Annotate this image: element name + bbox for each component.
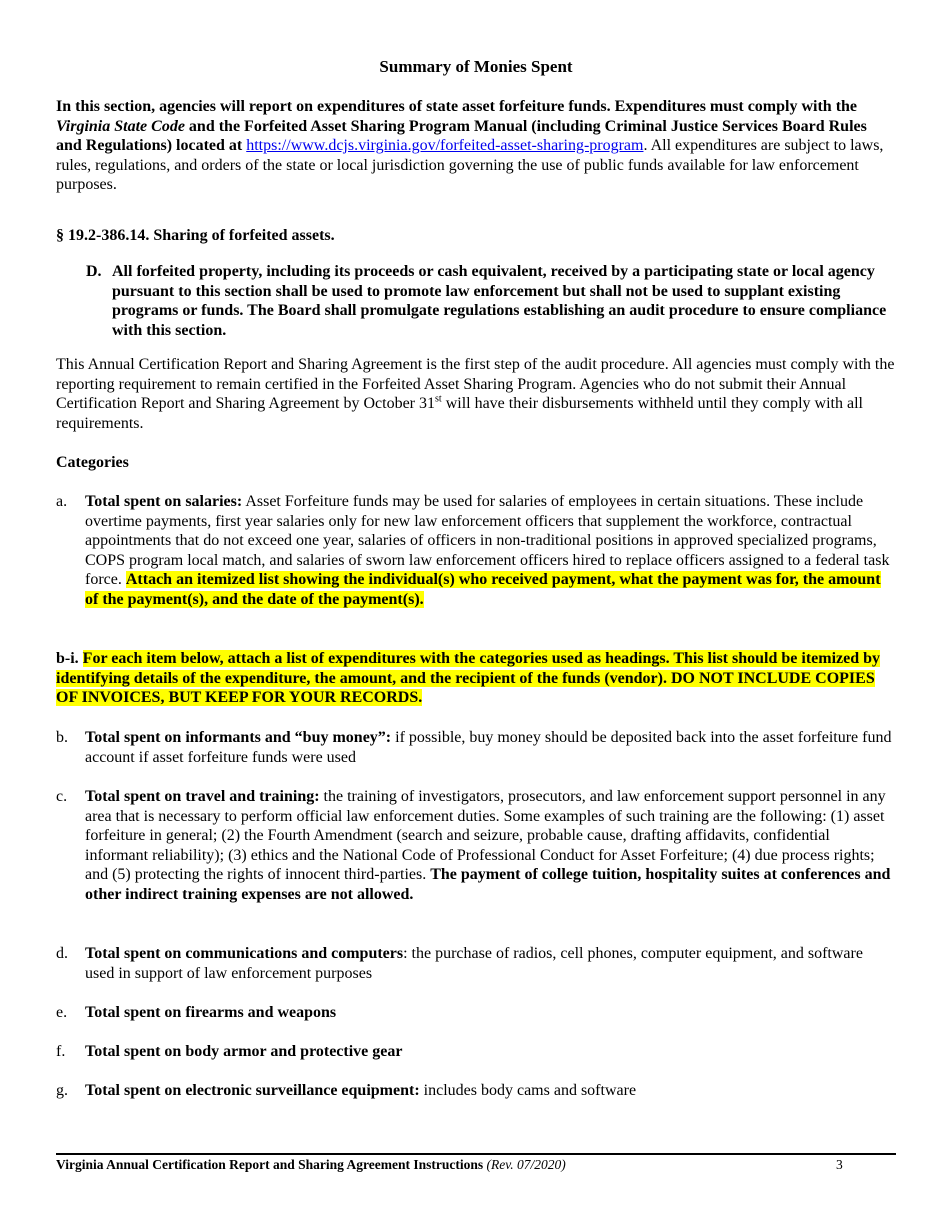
category-item-g	[56, 1081, 896, 1101]
section-heading: § 19.2-386.14. Sharing of forfeited assets.	[56, 227, 335, 244]
item-text: Asset Forfeiture funds may be used for salaries of employees in certain situations. These include overtime payments, first year salaries only for new law enforcement officers that supplement the workforce, contractual appointments that do not exceed one year, salaries of officers in non-traditional positions in approved specialized programs, COPS program local match, and salaries of sworn law enforcement officers hired to replace officers assigned to a federal task force.	[85, 493, 890, 589]
item-marker: d.	[56, 945, 68, 962]
item-bold-end: The payment of college tuition, hospitality suites at conferences and other indirect training expenses are not allowed.	[85, 866, 891, 903]
audit-text-1: This Annual Certification Report and Sharing Agreement is the first step of the audit procedure. All agencies must comply with the reporting requirement to remain certified in the Forfeited Asset Sharing Program. Agencies who do not submit their Annual Certification Report and Sharing Agreement by October 31	[56, 356, 895, 413]
audit-sup: st	[435, 393, 442, 405]
page-number: 3	[836, 1157, 843, 1172]
item-label: Total spent on body armor and protective gear	[85, 1043, 403, 1060]
footer-divider	[56, 1153, 896, 1155]
bi-note-label: b-i.	[56, 650, 79, 667]
bi-note	[56, 649, 896, 708]
item-marker: b.	[56, 729, 68, 746]
item-text: includes body cams and software	[419, 1082, 637, 1099]
category-item-c	[56, 787, 896, 905]
footer-title: Virginia Annual Certification Report and Sharing Agreement Instructions	[56, 1157, 484, 1172]
categories-heading: Categories	[56, 454, 129, 471]
category-item-b	[56, 728, 896, 767]
law-item-d	[86, 262, 896, 340]
item-text: : the purchase of radios, cell phones, computer equipment, and software used in support of law enforcement purposes	[85, 945, 863, 982]
item-label: Total spent on informants and “buy money”:	[85, 729, 392, 746]
item-text: the training of investigators, prosecutors, and law enforcement support personnel in any area that is necessary to perform official law enforcement duties. Some examples of such training are the following: (1) asset forfeiture in general; (2) the Fourth Amendment (search and seizure, probable cause, drafting affidavits, confidential informant reliability); (3) ethics and the National Code of Professional Conduct for Asset Forfeiture; (4) due process rights; and (5) protecting the rights of innocent third-parties.	[85, 788, 886, 884]
intro-italic: Virginia State Code	[56, 117, 185, 135]
intro-paragraph	[56, 97, 896, 195]
item-text: if possible, buy money should be deposited back into the asset forfeiture fund account if asset forfeiture funds were used	[85, 729, 892, 766]
item-marker: e.	[56, 1004, 68, 1021]
category-item-f	[56, 1042, 896, 1062]
audit-text-2: will have their disbursements withheld until they comply with all requirements.	[56, 395, 863, 432]
intro-text-1: In this section, agencies will report on expenditures of state asset forfeiture funds. Expenditures must comply with the	[56, 98, 858, 115]
item-marker: c.	[56, 788, 68, 805]
intro-text-2: and the Forfeited Asset Sharing Program Manual (including Criminal Justice Services Board Rules and Regulations) located at	[56, 117, 867, 155]
item-label: Total spent on travel and training:	[85, 788, 320, 805]
item-marker: g.	[56, 1082, 68, 1099]
item-label: Total spent on firearms and weapons	[85, 1004, 337, 1021]
law-item-text: All forfeited property, including its proceeds or cash equivalent, received by a participating state or local agency pursuant to this section shall be used to promote law enforcement but shall not be used to supplant existing programs or funds. The Board shall promulgate regulations establishing an audit procedure to ensure compliance with this section.	[112, 263, 887, 339]
footer-revision: (Rev. 07/2020)	[486, 1157, 566, 1172]
category-item-d	[56, 944, 896, 983]
item-marker: f.	[56, 1043, 66, 1060]
audit-paragraph	[56, 355, 896, 433]
law-item-marker: D.	[86, 263, 102, 280]
bi-note-text: For each item below, attach a list of expenditures with the categories used as headings. This list should be itemized by identifying details of the expenditure, the amount, and the recipient of the funds (vendor). DO NOT INCLUDE COPIES OF INVOICES, BUT KEEP FOR YOUR RECORDS.	[56, 650, 881, 707]
page-footer	[56, 1157, 896, 1173]
intro-text-3: . All expenditures are subject to laws, rules, regulations, and orders of the state or local jurisdiction governing the use of public funds available for law enforcement purposes.	[56, 137, 884, 194]
item-highlight: Attach an itemized list showing the individual(s) who received payment, what the payment was for, the amount of the payment(s), and the date of the payment(s).	[85, 571, 881, 608]
category-item-e	[56, 1003, 896, 1023]
category-item-a	[56, 492, 896, 610]
item-label: Total spent on communications and computers	[85, 945, 404, 962]
page-title: Summary of Monies Spent	[379, 57, 573, 76]
item-label: Total spent on salaries:	[85, 493, 243, 510]
program-link[interactable]: https://www.dcjs.virginia.gov/forfeited-asset-sharing-program	[246, 137, 644, 155]
item-label: Total spent on electronic surveillance equipment:	[85, 1082, 420, 1099]
item-marker: a.	[56, 493, 68, 510]
